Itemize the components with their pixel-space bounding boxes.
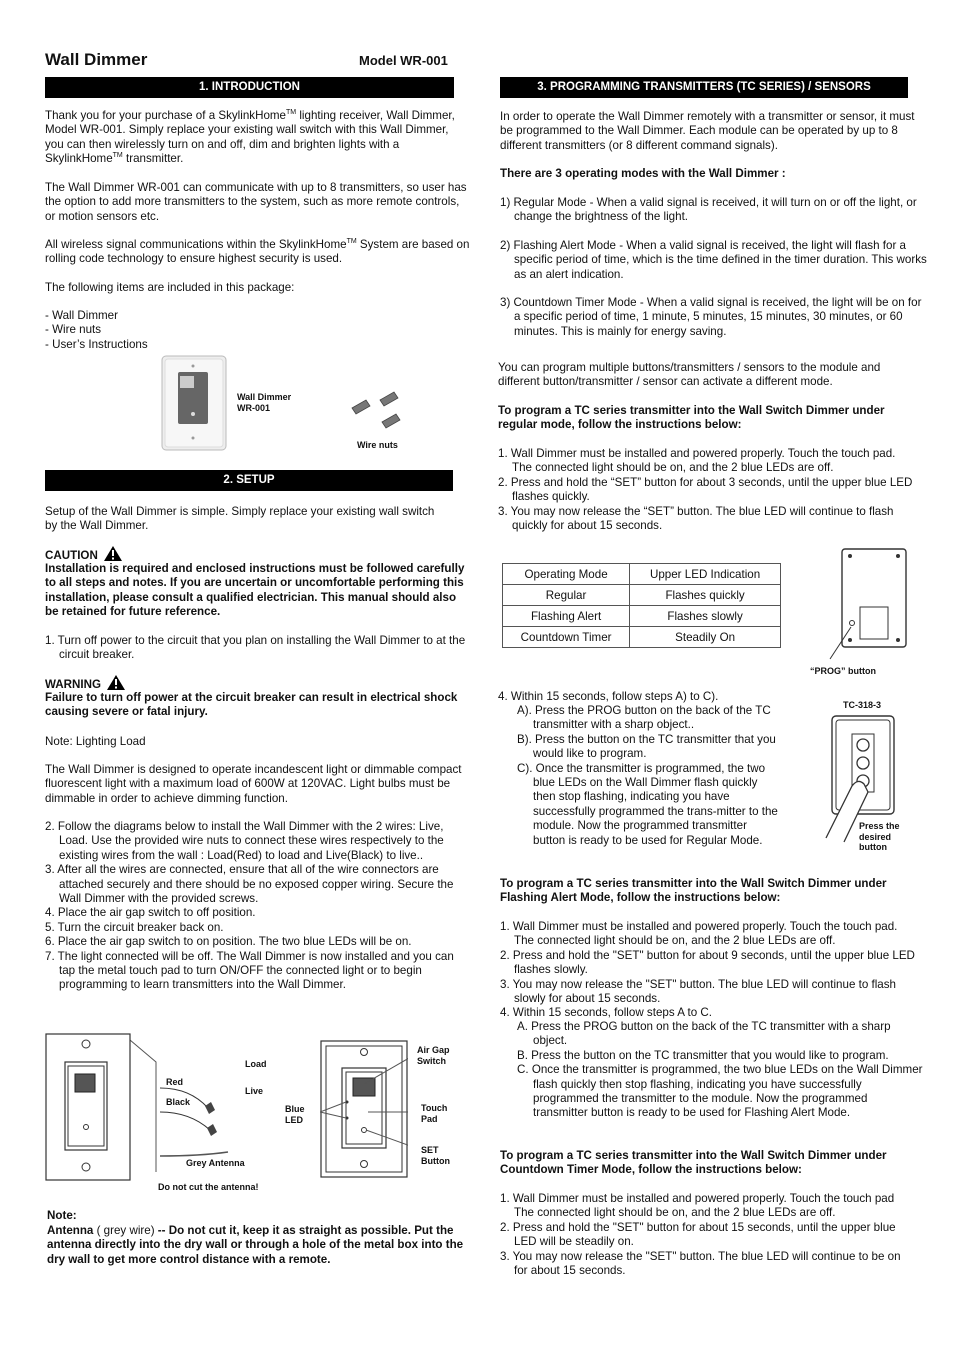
caution-heading: CAUTION [45, 545, 123, 563]
modes-heading: There are 3 operating modes with the Wall Dimmer : [500, 167, 786, 180]
multi-program-paragraph: You can program multiple buttons/transmitters / sensors to the module and different button/transmitter / sensor can activate a different mode. [498, 361, 881, 389]
wire-nuts-label: Wire nuts [357, 440, 398, 450]
live-label: Live [245, 1086, 264, 1096]
antenna-note: Antenna ( grey wire) -- Do not cut it, keep it as straight as possible. Put the antenna directly into the dry wall or through a hole of the metal box into the dry wall to get more control distance with a remote. [47, 1224, 464, 1266]
list-item: C. Once the transmitter is programmed, the two blue LEDs on the Wall Dimmer flash quickly then stop flashing, indicating you have successfully programmed the transmitter to the module. Now the programmed transmitter button is ready to be used for Flashing Alert Mode. [517, 1063, 923, 1120]
warning-triangle-icon [106, 674, 126, 691]
list-item: 1. Wall Dimmer must be installed and powered properly. Touch the touch pad The connected light should be on, and the 2 blue LEDs are off. [500, 1192, 895, 1220]
transmitter-model-label: TC-318-3 [843, 700, 882, 710]
dimmer-front-diagram [320, 1040, 408, 1178]
countdown-steps-list [500, 1192, 915, 1278]
regular-step-4: 4. Within 15 seconds, follow steps A) to C). [498, 690, 719, 703]
setup-steps-list [45, 820, 460, 993]
intro-paragraph-2: The Wall Dimmer WR-001 can communicate with up to 8 transmitters, so user has the option to add more transmitters to the system, such as more remote controls, or motion sensors etc. [45, 181, 467, 223]
warning-text: Failure to turn off power at the circuit breaker can result in electrical shock causing severe or fatal injury. [45, 691, 458, 719]
table-cell: Countdown Timer [503, 627, 630, 648]
press-desired-button-label: Press the desired button [859, 821, 900, 852]
list-item: - Wall Dimmer [45, 309, 118, 322]
table-row [503, 627, 781, 648]
intro-paragraph-1: Thank you for your purchase of a SkylinkHome™ lighting receiver, Wall Dimmer, Model WR-001. Simply replace your existing wall switch with this Wall Dimmer, you can then wirelessly turn on and off, dim and brighten lights with a SkylinkHome™ transmitter. [45, 109, 455, 166]
list-item: B. Press the button on the TC transmitter that you would like to program. [517, 1048, 889, 1062]
table-cell: Flashes quickly [630, 585, 781, 606]
list-item: C). Once the transmitter is programmed, the two blue LEDs on the Wall Dimmer flash quickly then stop flashing, indicating you have successfully programmed the trans-mitter to the module. Now the programmed transmitter button is ready to be used for Regular Mode. [517, 761, 778, 847]
led-indication-table [502, 563, 781, 648]
do-not-cut-label: Do not cut the antenna! [158, 1182, 259, 1192]
lighting-load-paragraph: The Wall Dimmer is designed to operate incandescent light or dimmable compact fluorescent light with a maximum load of 600W at 120VAC. Light bulbs must be dimmable in order to achieve dimming function. [45, 763, 462, 805]
list-item: 3. After all the wires are connected, ensure that all of the wire connectors are attached securely and there should be no exposed copper wiring. Secure the Wall Dimmer with the provided screws. [45, 863, 454, 906]
table-row [503, 606, 781, 627]
regular-mode-heading: To program a TC series transmitter into the Wall Switch Dimmer under regular mode, follow the instructions below: [498, 404, 885, 432]
warning-heading: WARNING [45, 674, 126, 692]
list-item: 3. You may now release the “SET” button. The blue LED will continue to flash quickly for about 15 seconds. [498, 504, 894, 533]
flashing-alert-heading: To program a TC series transmitter into the Wall Switch Dimmer under Flashing Alert Mode, follow the instructions below: [500, 877, 887, 905]
wire-nuts-image [350, 386, 410, 434]
table-header: Operating Mode [503, 564, 630, 585]
section-heading-programming: 3. PROGRAMMING TRANSMITTERS (TC SERIES) / SENSORS [500, 77, 908, 98]
list-item: B). Press the button on the TC transmitter that you would like to program. [517, 732, 776, 761]
setup-step-1: 1. Turn off power to the circuit that you plan on installing the Wall Dimmer to at the circuit breaker. [45, 634, 466, 662]
countdown-timer-heading: To program a TC series transmitter into the Wall Switch Dimmer under Countdown Timer Mode, follow the instructions below: [500, 1149, 887, 1177]
section-heading-setup: 2. SETUP [45, 470, 453, 491]
section-heading-introduction: 1. INTRODUCTION [45, 77, 454, 98]
list-item: 6. Place the air gap switch to on position. The two blue LEDs will be on. [45, 935, 412, 949]
list-item: 2. Press and hold the "SET" button for about 9 seconds, until the upper blue LED flashes slowly. [500, 948, 915, 977]
caution-text: Installation is required and enclosed instructions must be followed carefully to all steps and notes. If you are uncertain or uncomfortable performing this installation, please consult a qualified electrician. This manual should also be retained for future reference. [45, 562, 465, 619]
flashing-substeps-list [517, 1020, 923, 1121]
touch-pad-label: Touch Pad [421, 1103, 448, 1124]
transmitter-back-diagram [818, 547, 910, 662]
setup-paragraph: Setup of the Wall Dimmer is simple. Simply replace your existing wall switch by the Wall Dimmer. [45, 505, 435, 533]
blue-led-label: Blue LED [285, 1104, 305, 1125]
table-header: Upper LED Indication [630, 564, 781, 585]
list-item: 2. Follow the diagrams below to install the Wall Dimmer with the 2 wires: Live, Load. Use the provided wire nuts to connect these wires respectively to the existing wires from the wall : Load(Red) to load and Live(Black) to live.. [45, 820, 444, 862]
wall-dimmer-product-image [160, 354, 230, 454]
set-button-label: SET Button [421, 1145, 450, 1166]
load-label: Load [245, 1059, 267, 1069]
list-item: 1. Wall Dimmer must be installed and powered properly. Touch the touch pad. The connected light should be on, and the 2 blue LEDs are off. [500, 920, 898, 948]
list-item: 5. Turn the circuit breaker back on. [45, 920, 224, 934]
note-heading: Note: [47, 1209, 77, 1222]
red-label: Red [166, 1077, 184, 1087]
wall-dimmer-label: Wall Dimmer WR-001 [237, 392, 292, 413]
prog-button-label: “PROG” button [810, 666, 876, 676]
air-gap-switch-label: Air Gap Switch [417, 1045, 450, 1066]
mode-3: 3) Countdown Timer Mode - When a valid signal is received, the light will be on for a specific period of time, 1 minute, 5 minutes, 15 minutes, 30 minutes, or 60 minutes. This is mainly for energy saving. [500, 296, 922, 338]
intro-paragraph-4: The following items are included in this package: [45, 281, 295, 294]
programming-intro: In order to operate the Wall Dimmer remotely with a transmitter or sensor, it must be programmed to the Wall Dimmer. Each module can be operated by up to 8 different transmitters (or 8 different command signals). [500, 110, 915, 152]
list-item: 1. Wall Dimmer must be installed and powered properly. Touch the touch pad. The connected light should be on, and the 2 blue LEDs are off. [498, 447, 896, 475]
list-item: 4. Place the air gap switch to off position. [45, 906, 256, 920]
list-item: 2. Press and hold the "SET" button for about 15 seconds, until the upper blue LED will be steadily on. [500, 1220, 896, 1249]
page-title: Wall Dimmer [45, 50, 148, 69]
grey-antenna-label: Grey Antenna [186, 1158, 245, 1168]
model-number: Model WR-001 [359, 53, 448, 68]
list-item: 3. You may now release the "SET" button. The blue LED will continue to flash slowly for about 15 seconds. [500, 977, 896, 1006]
intro-paragraph-3: All wireless signal communications within the SkylinkHome™ System are based on rolling code technology to ensure highest security is used. [45, 238, 470, 266]
wiring-diagram-plate [44, 1032, 164, 1182]
package-list [45, 309, 148, 352]
mode-1: 1) Regular Mode - When a valid signal is received, it will turn on or off the light, or change the brightness of the light. [500, 196, 917, 224]
list-item: - User’s Instructions [45, 337, 148, 351]
table-row [503, 564, 781, 585]
note-lighting-load: Note: Lighting Load [45, 735, 146, 748]
regular-substeps-list [517, 704, 779, 848]
mode-2: 2) Flashing Alert Mode - When a valid signal is received, the light will flash for a specific period of time, which is the time defined in the timer duration. This works as an alert indication. [500, 239, 927, 281]
regular-steps-list [498, 447, 918, 533]
warning-triangle-icon [103, 545, 123, 562]
list-item: - Wire nuts [45, 323, 102, 337]
table-cell: Flashing Alert [503, 606, 630, 627]
list-item: A. Press the PROG button on the back of the TC transmitter with a sharp object. [517, 1020, 891, 1048]
flashing-steps-list [500, 920, 920, 1021]
list-item: 3. You may now release the "SET" button. The blue LED will continue to be on for about 15 seconds. [500, 1249, 901, 1278]
list-item: 7. The light connected will be off. The Wall Dimmer is now installed and you can tap the metal touch pad to turn ON/OFF the connected light or to begin programming to learn transmitters into the Wall Dimmer. [45, 949, 454, 992]
list-item: A). Press the PROG button on the back of the TC transmitter with a sharp object.. [517, 704, 771, 732]
table-cell: Steadily On [630, 627, 781, 648]
list-item: 4. Within 15 seconds, follow steps A to C. [500, 1006, 713, 1020]
table-cell: Regular [503, 585, 630, 606]
list-item: 2. Press and hold the “SET” button for about 3 seconds, until the upper blue LED flashes quickly. [498, 475, 913, 504]
table-cell: Flashes slowly [630, 606, 781, 627]
black-label: Black [166, 1097, 191, 1107]
table-row [503, 585, 781, 606]
